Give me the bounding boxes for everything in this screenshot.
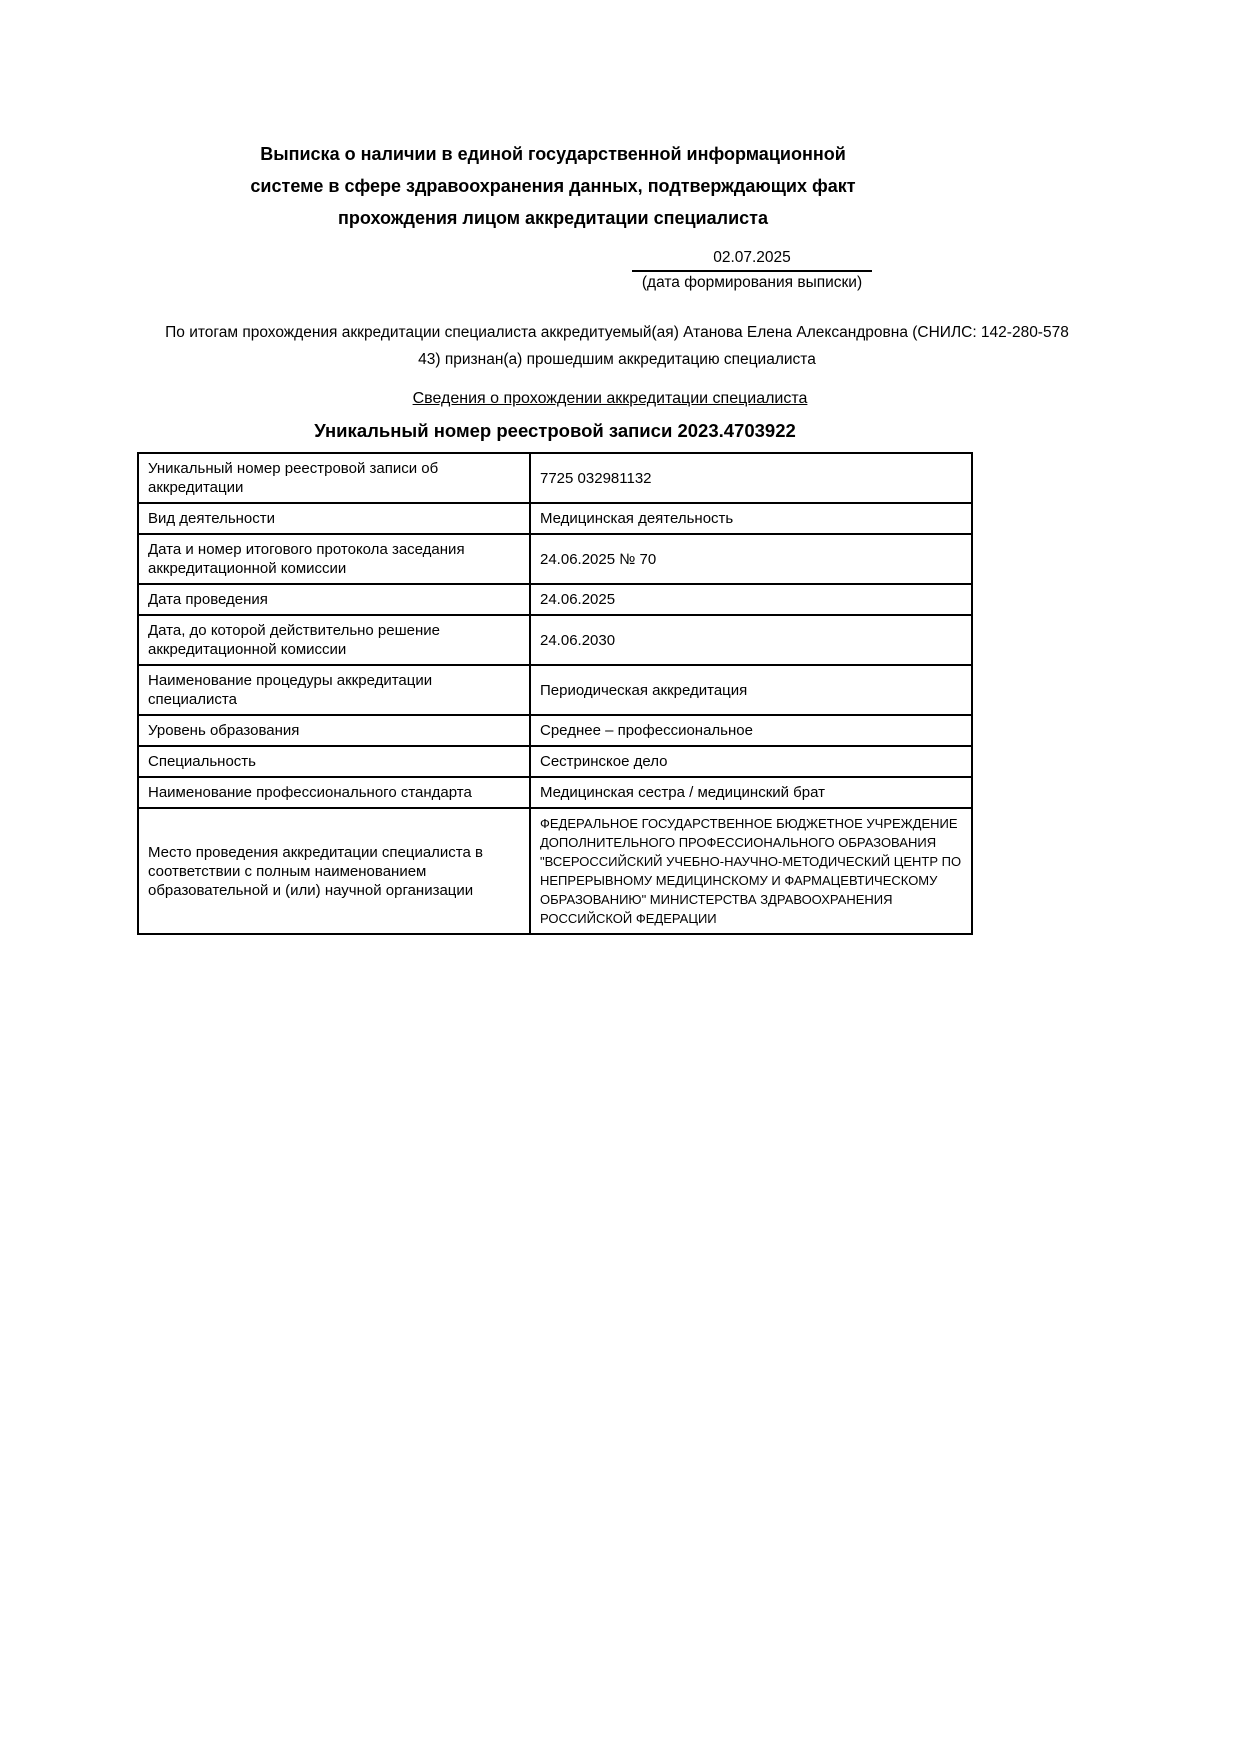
row-value: 24.06.2025 [530, 584, 972, 615]
document-title-line: Выписка о наличии в единой государственной информационной [260, 144, 846, 164]
row-label: Дата, до которой действительно решение аккредитационной комиссии [138, 615, 530, 665]
row-value: Среднее – профессиональное [530, 715, 972, 746]
row-label: Уникальный номер реестровой записи об аккредитации [138, 453, 530, 503]
table-row [138, 777, 972, 808]
table-row [138, 665, 972, 715]
row-label: Вид деятельности [138, 503, 530, 534]
formation-date-caption: (дата формирования выписки) [641, 274, 863, 291]
accreditation-summary-paragraph [122, 319, 1112, 373]
row-value: 24.06.2030 [530, 615, 972, 665]
table-row [138, 503, 972, 534]
row-value: Периодическая аккредитация [530, 665, 972, 715]
row-value: ФЕДЕРАЛЬНОЕ ГОСУДАРСТВЕННОЕ БЮДЖЕТНОЕ УЧРЕЖДЕНИЕ ДОПОЛНИТЕЛЬНОГО ПРОФЕССИОНАЛЬНОГО ОБРАЗОВАНИЯ "ВСЕРОССИЙСКИЙ УЧЕБНО-НАУЧНО-МЕТОДИЧЕСКИЙ ЦЕНТР ПО НЕПРЕРЫВНОМУ МЕДИЦИНСКОМУ И ФАРМАЦЕВТИЧЕСКОМУ ОБРАЗОВАНИЮ" МИНИСТЕРСТВА ЗДРАВООХРАНЕНИЯ РОССИЙСКОЙ ФЕДЕРАЦИИ [530, 808, 972, 934]
record-number-heading: Уникальный номер реестровой записи 2023.4703922 [314, 420, 796, 441]
row-value: 24.06.2025 № 70 [530, 534, 972, 584]
formation-date-block [632, 248, 872, 293]
formation-date-value: 02.07.2025 [632, 248, 872, 272]
document-title-line: системе в сфере здравоохранения данных, подтверждающих факт [250, 176, 856, 196]
row-label: Место проведения аккредитации специалиста в соответствии с полным наименованием образовательной и (или) научной организации [138, 808, 530, 934]
row-value: Медицинская сестра / медицинский брат [530, 777, 972, 808]
table-row [138, 453, 972, 503]
table-row [138, 746, 972, 777]
document-title [0, 138, 1106, 234]
table-row [138, 534, 972, 584]
table-row [138, 808, 972, 934]
row-label: Дата проведения [138, 584, 530, 615]
row-value: 7725 032981132 [530, 453, 972, 503]
table-row [138, 615, 972, 665]
table-row [138, 715, 972, 746]
row-label: Уровень образования [138, 715, 530, 746]
row-label: Наименование процедуры аккредитации специалиста [138, 665, 530, 715]
document-title-line: прохождения лицом аккредитации специалиста [338, 208, 768, 228]
row-label: Наименование профессионального стандарта [138, 777, 530, 808]
summary-line: По итогам прохождения аккредитации специалиста аккредитуемый(ая) Атанова Елена Александровна (СНИЛС: 142-280-578 [165, 324, 1069, 341]
row-label: Специальность [138, 746, 530, 777]
section-heading: Сведения о прохождении аккредитации специалиста [412, 390, 808, 407]
summary-line: 43) признан(а) прошедшим аккредитацию специалиста [418, 351, 816, 368]
row-value: Медицинская деятельность [530, 503, 972, 534]
table-row [138, 584, 972, 615]
row-value: Сестринское дело [530, 746, 972, 777]
accreditation-table [137, 452, 973, 935]
row-label: Дата и номер итогового протокола заседания аккредитационной комиссии [138, 534, 530, 584]
